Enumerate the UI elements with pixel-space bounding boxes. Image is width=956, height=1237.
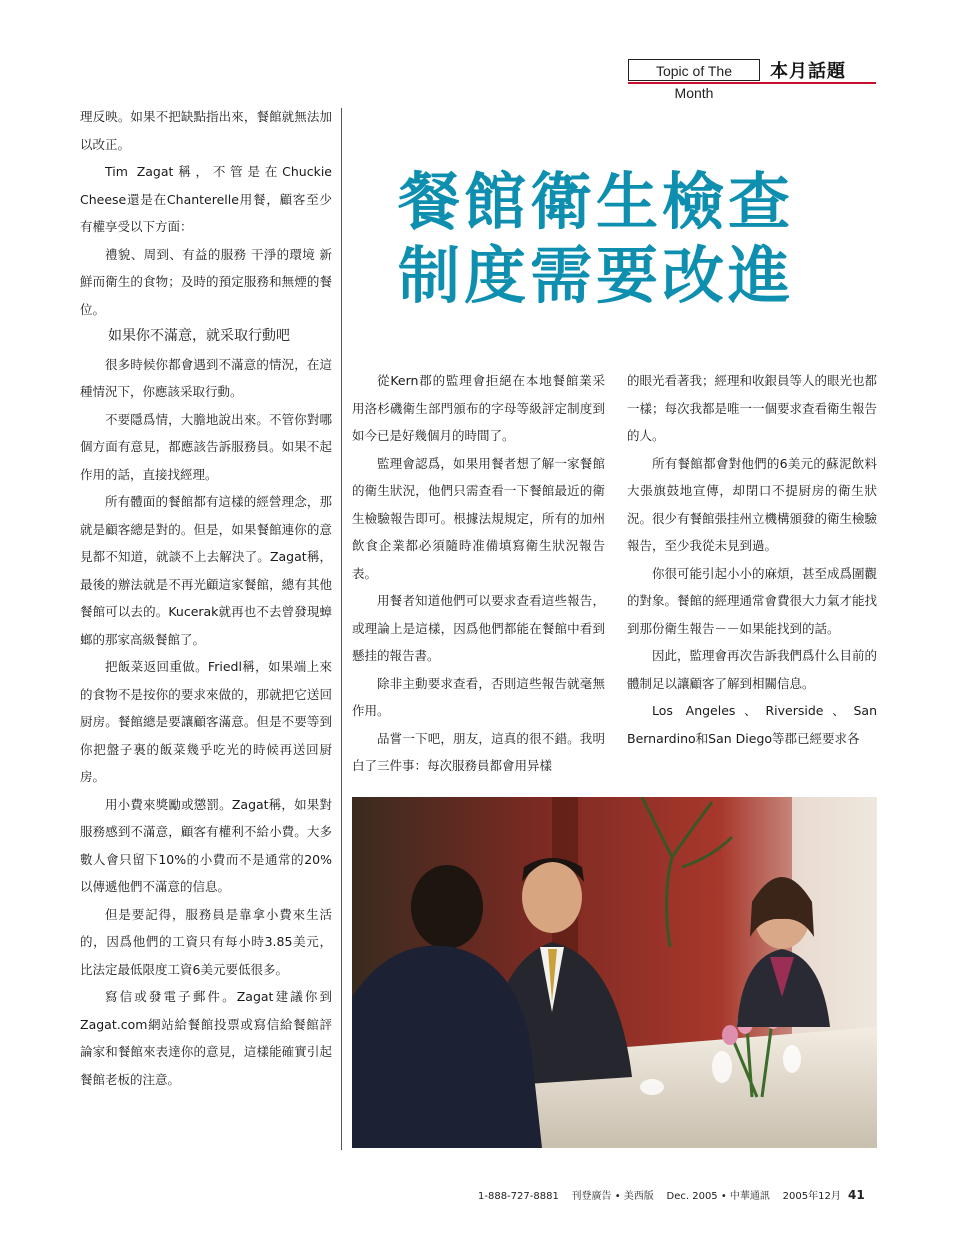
restaurant-dining-photo bbox=[352, 797, 877, 1148]
article-column-middle bbox=[352, 367, 605, 780]
paragraph: 禮貌、周到、有益的服務 干淨的環境 新鮮而衛生的食物；及時的預定服務和無煙的餐位。 bbox=[80, 246, 332, 317]
paragraph: 品嘗一下吧，朋友，這真的很不錯。我明白了三件事：每次服務員都會用异樣 bbox=[352, 730, 605, 773]
paragraph: 理反映。如果不把缺點指出來，餐館就無法加以改正。 bbox=[80, 109, 332, 152]
paragraph: 監理會認爲，如果用餐者想了解一家餐館的衛生狀況，他們只需查看一下餐館最近的衛生檢驗報告即可。根據法規規定，所有的加州飲食企業都必須隨時准備填寫衛生狀況報告表。 bbox=[352, 455, 605, 581]
paragraph: 你很可能引起小小的麻煩，甚至成爲圍觀的對象。餐館的經理通常會費很大力氣才能找到那份衛生報告－－如果能找到的話。 bbox=[627, 565, 878, 636]
subheading: 如果你不滿意，就采取行動吧 bbox=[108, 328, 290, 344]
paragraph: 用餐者知道他們可以要求查看這些報告，或理論上是這樣，因爲他們都能在餐館中看到懸挂的報告書。 bbox=[352, 593, 605, 663]
paragraph: 很多時候你都會遇到不滿意的情況，在這種情況下，你應該采取行動。 bbox=[80, 356, 332, 399]
topic-label-en: Topic of The Month bbox=[628, 59, 760, 81]
paragraph: 寫信或發電子郵件。Zagat建議你到Zagat.com網站給餐館投票或寫信給餐館評論家和餐館來表達你的意見，這樣能確實引起餐館老板的注意。 bbox=[80, 989, 332, 1087]
article-column-right bbox=[627, 367, 877, 752]
footer-phone: 1-888-727-8881 bbox=[478, 1191, 559, 1202]
footer-issue: Dec. 2005 • 中華通訊 bbox=[666, 1191, 770, 1202]
paragraph: 所有體面的餐館都有這樣的經營理念，那就是顧客總是對的。但是，如果餐館連你的意見都不知道，就談不上去解決了。Zagat稱，最後的辦法就是不再光顧這家餐館，總有其他餐館可以去的。Kucerak就再也不去曾發現蟑螂的那家高級餐館了。 bbox=[80, 494, 332, 647]
paragraph: 除非主動要求查看，否則這些報告就毫無作用。 bbox=[352, 675, 605, 718]
paragraph: 的眼光看著我；經理和收銀員等人的眼光也都一樣；每次我都是唯一一個要求查看衛生報告的人。 bbox=[627, 373, 878, 443]
page-number: 41 bbox=[848, 1188, 865, 1202]
headline-line: 餐館衛生檢查 bbox=[398, 165, 795, 238]
paragraph: 把飯菜返回重做。Friedl稱，如果端上來的食物不是按你的要求來做的，那就把它送回厨房。餐館總是要讓顧客滿意。但是不要等到你把盤子裏的飯菜幾乎吃光的時候再送回厨房。 bbox=[80, 659, 332, 784]
paragraph: 用小費來獎勵或懲罰。Zagat稱，如果對服務感到不滿意，顧客有權利不給小費。大多數人會只留下10%的小費而不是通常的20%以傳遞他們不滿意的信息。 bbox=[80, 796, 332, 894]
topic-label-zh: 本月話題 bbox=[770, 61, 846, 82]
header-rule bbox=[628, 82, 876, 84]
footer-date: 2005年12月 bbox=[782, 1191, 841, 1202]
page-footer bbox=[478, 1187, 865, 1202]
footer-publication: 刊登廣告 • 美西版 bbox=[571, 1191, 654, 1202]
paragraph: 從Kern郡的監理會拒絕在本地餐館業采用洛杉磯衛生部門頒布的字母等級評定制度到如今已是好幾個月的時間了。 bbox=[352, 373, 605, 443]
article-headline bbox=[398, 165, 838, 313]
article-column-left bbox=[80, 103, 332, 1093]
paragraph: 不要隱爲情，大膽地說出來。不管你對哪個方面有意見，都應該告訴服務員。如果不起作用的話，直接找經理。 bbox=[80, 411, 332, 482]
paragraph: Tim Zagat稱，不管是在Chuckie Cheese還是在Chanterelle用餐，顧客至少有權享受以下方面： bbox=[80, 164, 332, 234]
paragraph: 所有餐館都會對他們的6美元的蘇泥飲料大張旗鼓地宣傳，却閉口不提厨房的衛生狀況。很少有餐館張挂州立機構頒發的衛生檢驗報告，至少我從未見到過。 bbox=[627, 455, 878, 553]
section-header bbox=[628, 58, 846, 101]
paragraph: 因此，監理會再次告訴我們爲什么目前的體制足以讓顧客了解到相關信息。 bbox=[627, 648, 878, 691]
paragraph: Los Angeles、Riverside、San Bernardino和San Diego等郡已經要求各 bbox=[627, 703, 877, 746]
paragraph: 但是要記得，服務員是靠拿小費來生活的，因爲他們的工資只有每小時3.85美元，比法定最低限度工資6美元要低很多。 bbox=[80, 906, 332, 977]
headline-line: 制度需要改進 bbox=[398, 239, 795, 312]
column-divider bbox=[341, 108, 342, 1150]
